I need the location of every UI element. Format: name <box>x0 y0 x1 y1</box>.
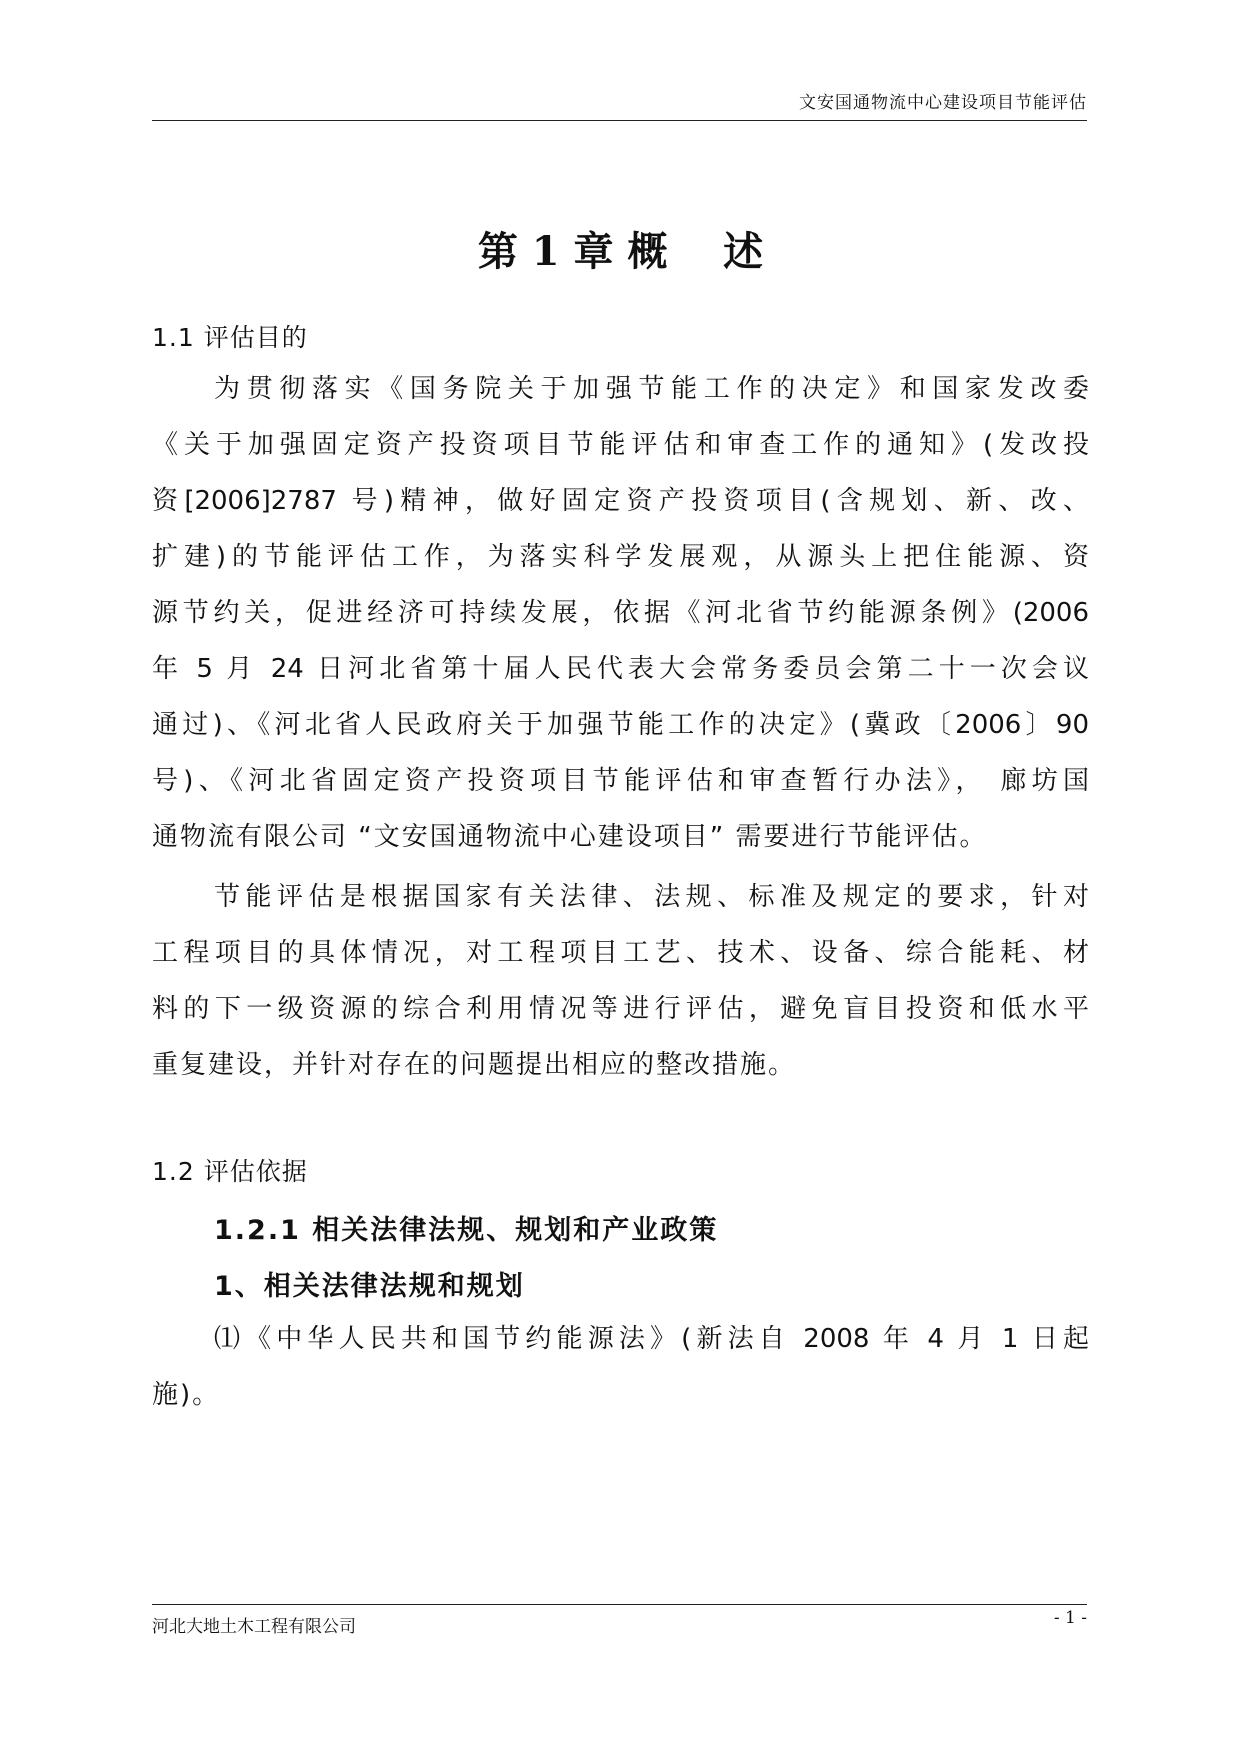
paragraph-line: 料的下一级资源的综合利用情况等进行评估，避免盲目投资和低水平 <box>152 994 1089 1024</box>
list-item-line: ⑴《中华人民共和国节约能源法》(新法自 2008 年 4 月 1 日起 <box>214 1324 1089 1354</box>
header-divider <box>152 120 1087 121</box>
page-number: - 1 - <box>1053 1608 1087 1628</box>
paragraph-line: 《关于加强固定资产投资项目节能评估和审查工作的通知》(发改投 <box>152 430 1089 460</box>
paragraph-line: 资[2006]2787 号)精神，做好固定资产投资项目(含规划、新、改、 <box>152 486 1089 516</box>
section-heading-1-2: 1.2 评估依据 <box>152 1157 308 1186</box>
footer-company: 河北大地土木工程有限公司 <box>152 1617 356 1637</box>
paragraph-line: 号)、《河北省固定资产投资项目节能评估和审查暂行办法》， 廊坊国 <box>152 766 1089 796</box>
paragraph-line: 源节约关，促进经济可持续发展，依据《河北省节约能源条例》(2006 <box>152 598 1089 628</box>
item-heading: 1、相关法律法规和规划 <box>214 1271 525 1302</box>
subsection-heading: 1.2.1 相关法律法规、规划和产业政策 <box>214 1215 719 1246</box>
chapter-title: 第 1 章 概 述 <box>477 228 764 275</box>
header-title: 文安国通物流中心建设项目节能评估 <box>799 93 1087 113</box>
paragraph-line: 通过)、《河北省人民政府关于加强节能工作的决定》(冀政〔2006〕90 <box>152 710 1089 740</box>
paragraph-line: 通物流有限公司 “文安国通物流中心建设项目” 需要进行节能评估。 <box>152 822 988 852</box>
paragraph-line: 扩建)的节能评估工作，为落实科学发展观，从源头上把住能源、资 <box>152 542 1089 572</box>
paragraph-line: 年 5 月 24 日河北省第十届人民代表大会常务委员会第二十一次会议 <box>152 654 1089 684</box>
paragraph-line: 重复建设，并针对存在的问题提出相应的整改措施。 <box>152 1050 797 1080</box>
paragraph-line: 工程项目的具体情况，对工程项目工艺、技术、设备、综合能耗、材 <box>152 938 1089 968</box>
list-item-line: 施)。 <box>152 1380 221 1410</box>
paragraph-line: 节能评估是根据国家有关法律、法规、标准及规定的要求，针对 <box>214 882 1089 912</box>
footer-divider <box>152 1604 1087 1605</box>
section-heading-1-1: 1.1 评估目的 <box>152 323 308 352</box>
paragraph-line: 为贯彻落实《国务院关于加强节能工作的决定》和国家发改委 <box>214 374 1089 404</box>
